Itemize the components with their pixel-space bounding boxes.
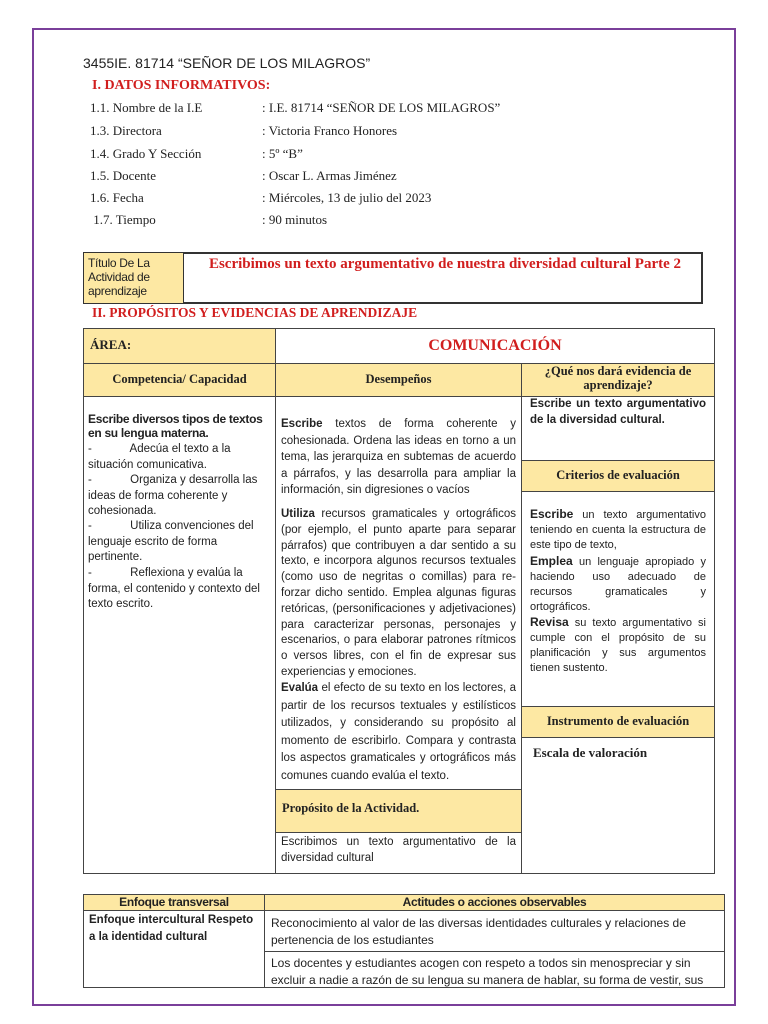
proposito-title: Propósito de la Actividad. <box>282 801 420 815</box>
desempeno-2-text: recursos gramaticales y ortográficos (por ejemplo, el punto aparte para separar párrafos) que contribuyen a dar sentido a su texto, e incorpora algunos recursos textuales (como uso de negritas o comillas) para re- forzar dicho sentido. Emplea algunas figuras retóricas, (personificaciones y adjetivaciones) para caracterizar personas, personajes y escenarios, o para elaborar patrones rítmicos o versos libres, con el fin de expresar sus experiencias y emociones. <box>281 508 516 678</box>
criterios-title: Criterios de evaluación <box>556 468 680 482</box>
header-desempenos: Desempeños <box>365 372 432 386</box>
info-label-5: 1.6. Fecha <box>90 190 144 205</box>
desempeno-3-verb: Evalúa <box>281 682 319 694</box>
desempeno-1-verb: Escribe <box>281 418 323 430</box>
criterio-2-text: un lenguaje apropiado y haciendo uso adecuado de recursos gramaticales y ortográficos. <box>530 556 706 613</box>
proposito-value: Escribimos un texto argumentativo de la diversidad cultural <box>281 836 516 864</box>
titulo-label: Título De La Actividad de aprendizaje <box>88 256 150 298</box>
area-value: COMUNICACIÓN <box>428 337 562 354</box>
criterio-1 <box>530 507 706 553</box>
criterio-1-text: un texto argumentativo teniendo en cuenta la estructura de este tipo de texto, <box>530 509 706 551</box>
info-label-1: 1.1. Nombre de la I.E <box>90 100 203 115</box>
info-value-1: : I.E. 81714 “SEÑOR DE LOS MILAGROS” <box>262 100 501 115</box>
desempeno-1-text: textos de forma coherente y cohesionada. Ordena las ideas en torno a un tema, las jerarquiza en subtemas de acuerdo a párrafos, y las desarrolla para ampliar la información, sin digresiones o vacíos <box>281 418 516 497</box>
propositos-title: II. PROPÓSITOS Y EVIDENCIAS DE APRENDIZAJE <box>92 305 418 320</box>
desempeno-1 <box>281 416 516 499</box>
actitud-2: Los docentes y estudiantes acogen con respeto a todos sin menospreciar y sin excluir a nadie a razón de su lengua su manera de hablar, su forma de vestir, sus <box>271 956 704 987</box>
capacidad-4: - Reflexiona y evalúa la forma, el contenido y contexto del texto escrito. <box>88 567 264 611</box>
instrumento-value: Escala de valoración <box>533 745 648 760</box>
desempeno-3-text: el efecto de su texto en los lectores, a partir de los recursos textuales y estilísticos utilizados, y considerando su propósito al momento de escribirlo. Compara y contrasta los aspectos gramaticales y ortográficos más comunes cuando evalúa el texto. <box>281 682 516 782</box>
info-value-2: : Victoria Franco Honores <box>262 123 398 138</box>
competencia-title: Escribe diversos tipos de textos en su lengua materna. <box>88 412 263 440</box>
criterio-2-verb: Emplea <box>530 554 573 568</box>
info-label-6: 1.7. Tiempo <box>90 212 156 227</box>
desempeno-2 <box>281 507 516 681</box>
info-value-6: : 90 minutos <box>262 212 328 227</box>
actitudes-header: Actitudes o acciones observables <box>402 895 587 909</box>
instrumento-title: Instrumento de evaluación <box>546 714 690 728</box>
evidencia-text: Escribe un texto argumentativo de la diversidad cultural. <box>530 398 706 426</box>
info-value-4: : Oscar L. Armas Jiménez <box>262 168 397 183</box>
titulo-value: Escribimos un texto argumentativo de nuestra diversidad cultural Parte 2 <box>208 256 682 272</box>
info-value-3: : 5º “B” <box>262 146 303 161</box>
criterio-3-verb: Revisa <box>530 615 569 629</box>
actitud-1: Reconocimiento al valor de las diversas identidades culturales y relaciones de pertenencia de los estudiantes <box>271 916 686 947</box>
info-label-2: 1.3. Directora <box>90 123 162 138</box>
school-header: 3455IE. 81714 “SEÑOR DE LOS MILAGROS” <box>83 55 371 71</box>
info-value-5: : Miércoles, 13 de julio del 2023 <box>262 190 432 205</box>
header-evidencia: ¿Qué nos dará evidencia de aprendizaje? <box>544 364 692 392</box>
info-label-4: 1.5. Docente <box>90 168 157 183</box>
enfoque-header: Enfoque transversal <box>119 895 229 909</box>
capacidad-3: - Utiliza convenciones del lenguaje escrito de forma pertinente. <box>88 520 257 564</box>
criterio-3-text: su texto argumentativo si cumple con el propósito de su planificación y sus argumentos tienen sustento. <box>530 617 706 674</box>
capacidad-2: - Organiza y desarrolla las ideas de forma coherente y cohesionada. <box>88 474 261 518</box>
criterio-1-verb: Escribe <box>530 507 574 521</box>
datos-title: I. DATOS INFORMATIVOS: <box>92 78 271 93</box>
criterio-3 <box>530 615 706 676</box>
capacidad-1: - Adecúa el texto a la situación comunicativa. <box>88 443 234 471</box>
desempeno-2-verb: Utiliza <box>281 508 315 520</box>
criterio-2 <box>530 554 706 615</box>
enfoque-name: Enfoque intercultural Respeto a la identidad cultural <box>89 914 254 943</box>
header-competencia: Competencia/ Capacidad <box>112 372 247 386</box>
area-label: ÁREA: <box>90 337 132 352</box>
desempeno-3 <box>281 680 516 786</box>
info-label-3: 1.4. Grado Y Sección <box>90 146 202 161</box>
